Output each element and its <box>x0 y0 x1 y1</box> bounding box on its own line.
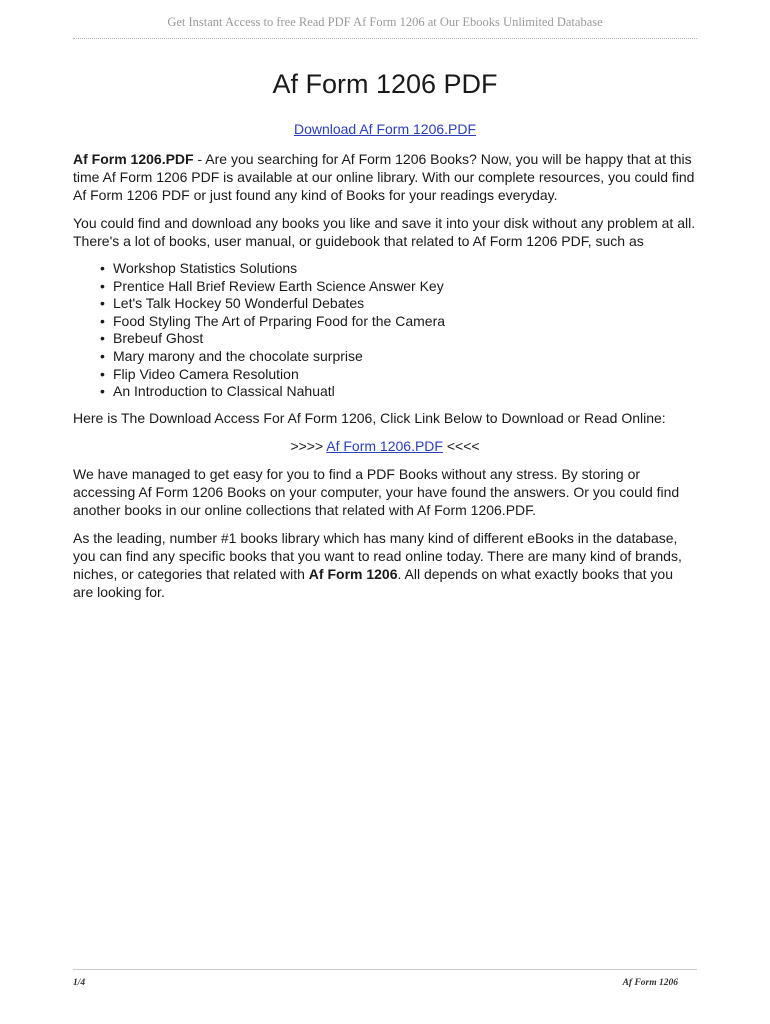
footer-doc-title: Af Form 1206 <box>622 978 678 988</box>
intro-bold-lead: Af Form 1206.PDF <box>73 151 194 167</box>
book-list-item: • Workshop Statistics Solutions <box>113 260 697 278</box>
book-list-item: • Brebeuf Ghost <box>113 330 697 348</box>
header-divider <box>73 38 697 39</box>
paragraph-4-after: . All depends on what exactly books that you are looking for. <box>73 565 674 600</box>
main-content <box>73 150 697 611</box>
book-list-item: • Prentice Hall Brief Review Earth Science Answer Key <box>113 278 697 296</box>
intro-paragraph <box>73 150 697 204</box>
footer-page-number: 1/4 <box>73 978 86 988</box>
access-link-suffix: <<<< <box>442 437 480 454</box>
access-link-prefix: >>>> <box>290 437 327 454</box>
paragraph-4 <box>73 529 697 601</box>
book-list-item: • Mary marony and the chocolate surprise <box>113 348 697 366</box>
book-list <box>73 260 697 401</box>
book-list-item: • An Introduction to Classical Nahuatl <box>113 383 697 401</box>
access-link-line <box>73 437 697 455</box>
download-link[interactable]: Download Af Form 1206.PDF <box>293 121 477 137</box>
download-link-container <box>73 121 697 137</box>
paragraph-3: We have managed to get easy for you to find a PDF Books without any stress. By storing or accessing Af Form 1206 Books on your computer, your have found the answers. Or you could find another books in our online collections that related with Af Form 1206.PDF. <box>73 465 680 518</box>
paragraph-2: You could find and download any books you like and save it into your disk without any problem at all. There's a lot of books, user manual, or guidebook that related to Af Form 1206 PDF, such as <box>73 215 696 249</box>
book-list-item: • Let's Talk Hockey 50 Wonderful Debates <box>113 295 697 313</box>
book-list-item: • Flip Video Camera Resolution <box>113 366 697 384</box>
paragraph-4-bold: Af Form 1206 <box>308 565 398 582</box>
footer-divider <box>73 969 697 970</box>
page-title: Af Form 1206 PDF <box>272 69 498 99</box>
book-list-item: • Food Styling The Art of Prparing Food for the Camera <box>113 313 697 331</box>
access-link[interactable]: Af Form 1206.PDF <box>326 437 443 454</box>
intro-text: - Are you searching for Af Form 1206 Books? Now, you will be happy that at this time Af Form 1206 PDF is available at our online library. With our complete resources, you could find Af Form 1206 PDF or just found any kind of Books for your readings everyday. <box>73 151 695 203</box>
access-line: Here is The Download Access For Af Form 1206, Click Link Below to Download or Read Online: <box>73 409 666 426</box>
paragraph-4-before: As the leading, number #1 books library which has many kind of different eBooks in the database, you can find any specific books that you want to read online today. There are many kind of brands, niches, or categories that related with <box>73 529 682 582</box>
header-banner: Get Instant Access to free Read PDF Af Form 1206 at Our Ebooks Unlimited Database <box>167 15 603 29</box>
